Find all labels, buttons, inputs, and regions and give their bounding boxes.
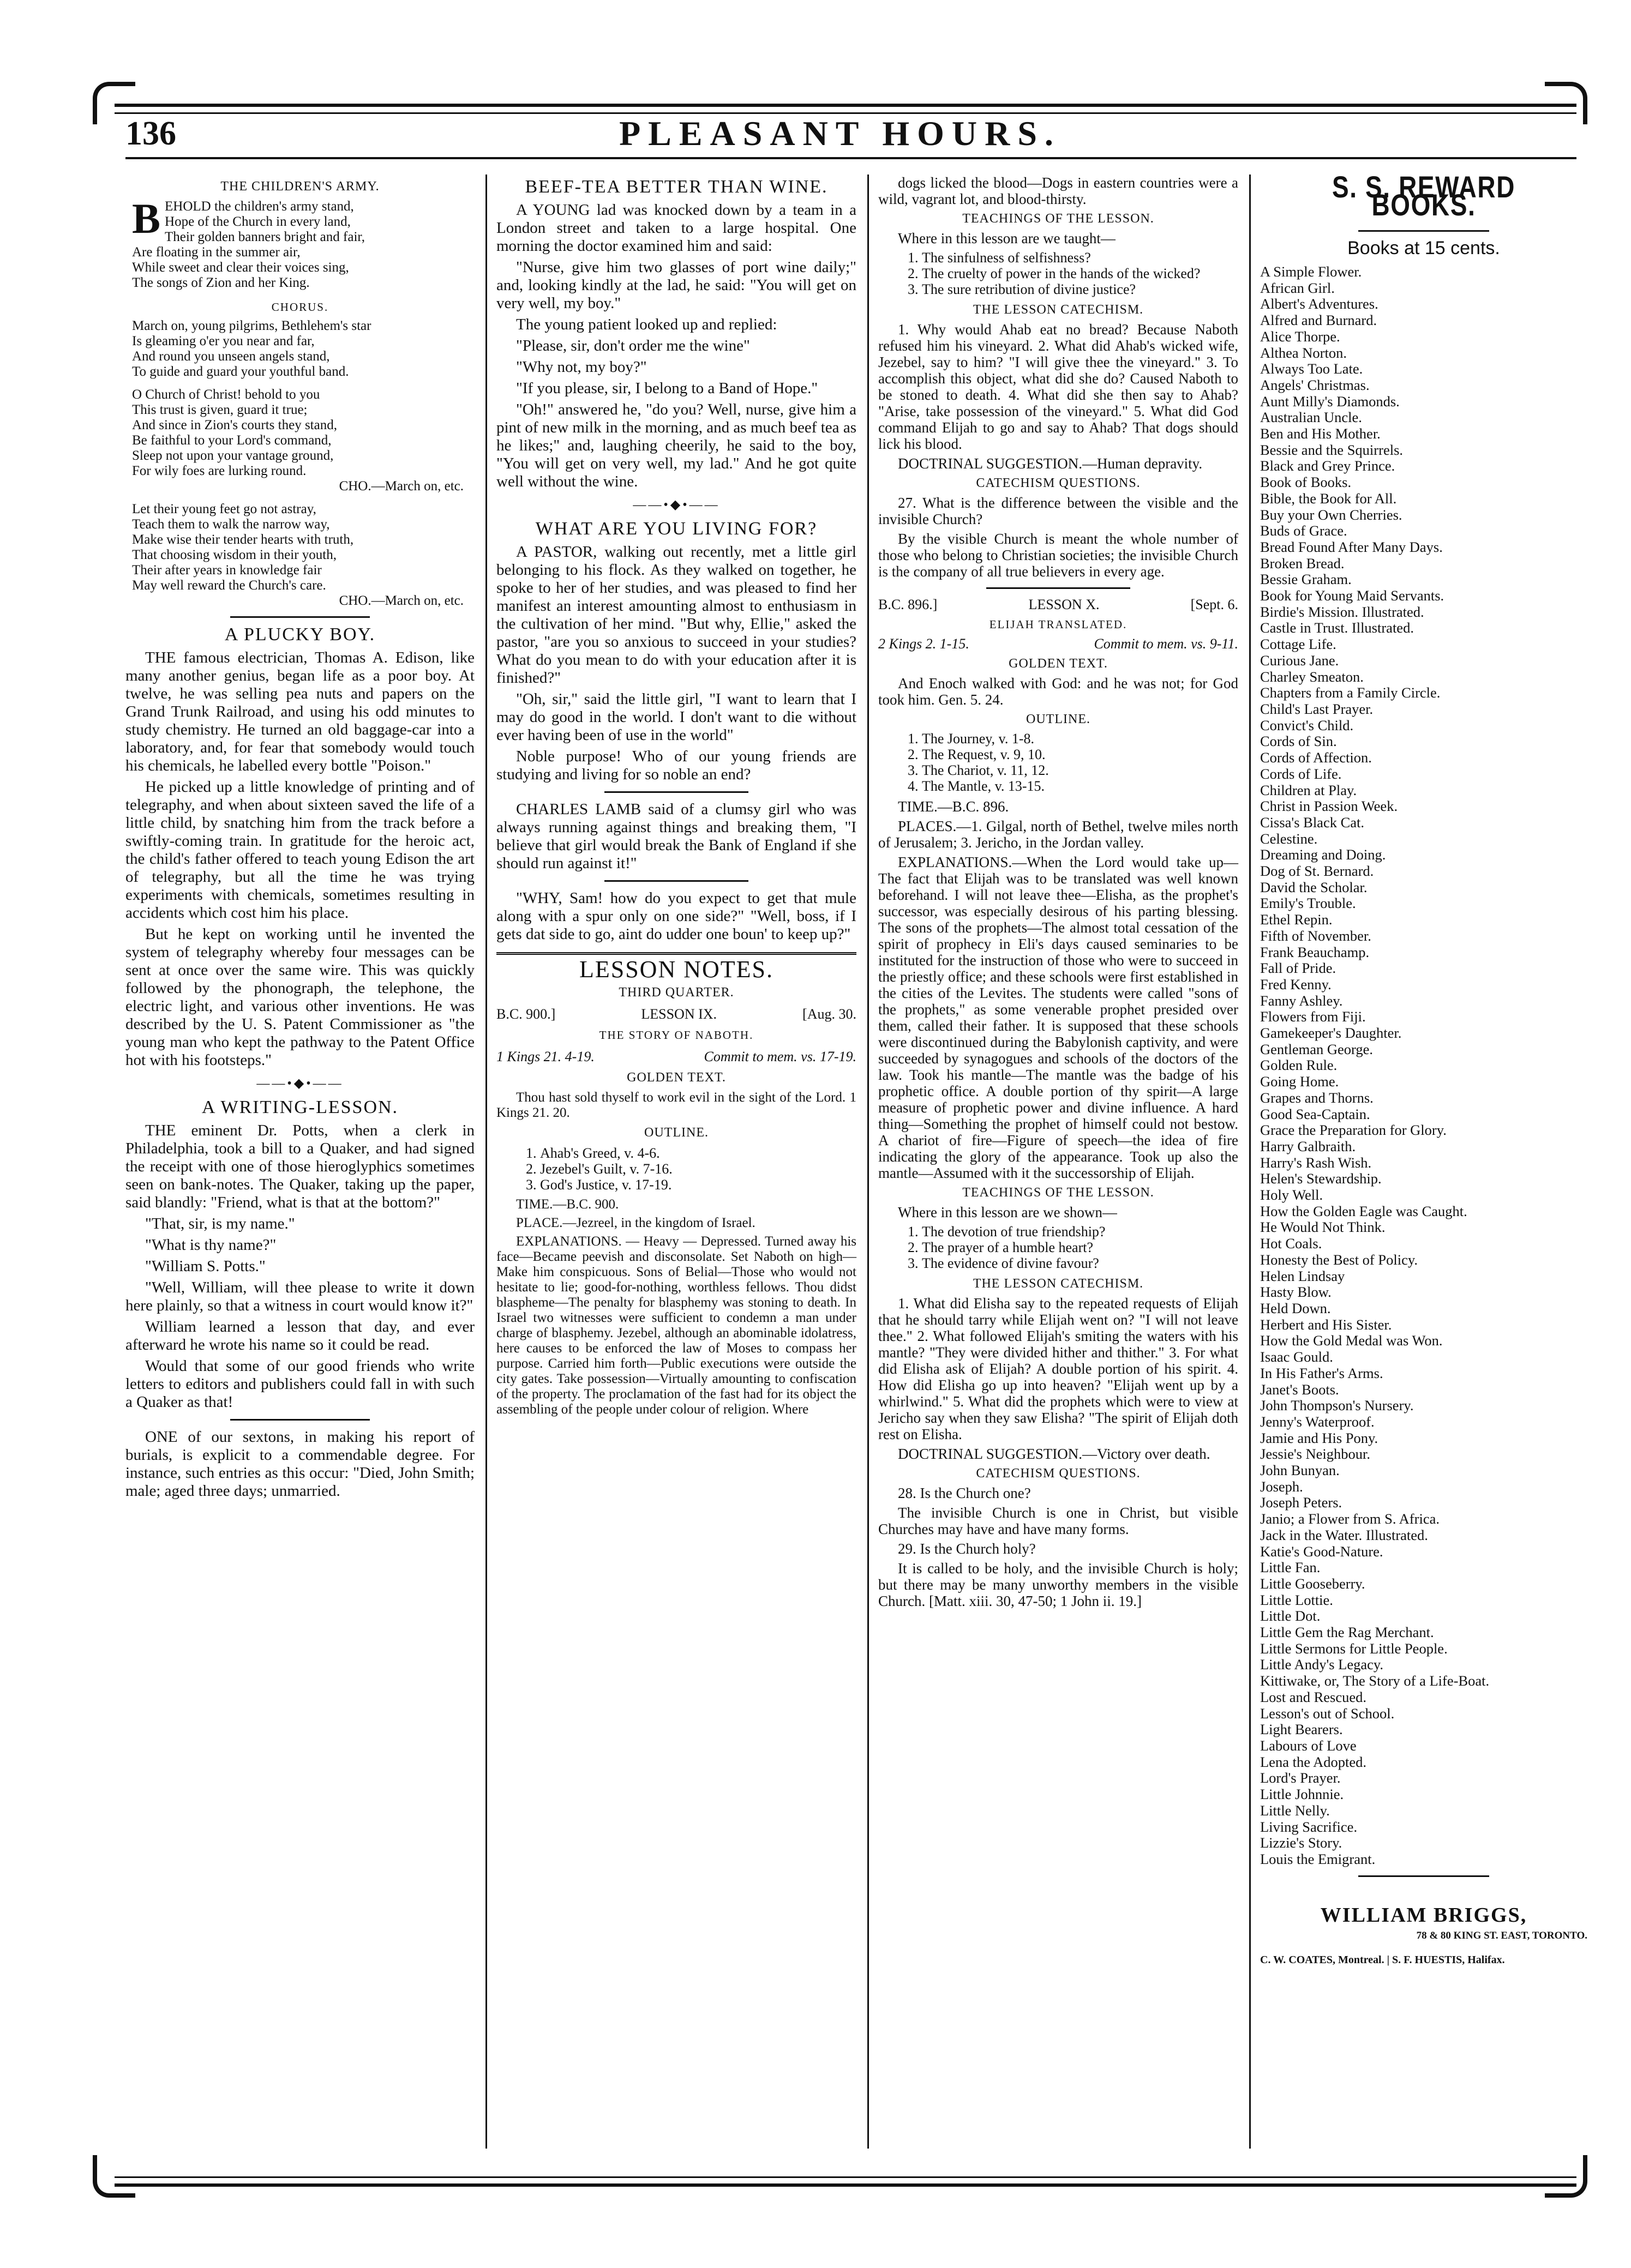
paragraph: "Oh, sir," said the little girl, "I want to learn that I may do good in the world. I don't want to die without ever having been of use in the world"	[496, 690, 856, 744]
lesson-subtitle: ELIJAH TRANSLATED.	[989, 618, 1128, 631]
running-title: PLEASANT HOURS.	[619, 114, 1061, 153]
book-title: Jamie and His Pony.	[1260, 1429, 1378, 1446]
book-title: Child's Last Prayer.	[1260, 700, 1374, 717]
poem-line: Let their young feet go not astray,	[132, 502, 316, 516]
book-title: Dreaming and Doing.	[1260, 846, 1386, 863]
book-title: Christ in Passion Week.	[1260, 798, 1398, 815]
quarter-label: THIRD QUARTER.	[619, 985, 734, 1000]
book-title: Birdie's Mission. Illustrated.	[1260, 603, 1424, 620]
teaching-item: 2. The prayer of a humble heart?	[922, 1240, 1238, 1255]
poem-stanza	[132, 387, 475, 494]
book-title: Light Bearers.	[1260, 1721, 1343, 1738]
book-title: Black and Grey Prince.	[1260, 458, 1395, 474]
publisher-name: WILLIAM BRIGGS,	[1320, 1903, 1527, 1927]
book-title: Grace the Preparation for Glory.	[1260, 1122, 1447, 1139]
place-note: PLACE.—Jezreel, in the kingdom of Israel.	[516, 1216, 755, 1230]
teaching-item: 3. The evidence of divine favour?	[922, 1255, 1238, 1271]
footer-rule	[115, 2176, 1576, 2187]
poem-line: This trust is given, guard it true;	[132, 402, 308, 417]
poem-line: The songs of Zion and her King.	[132, 275, 310, 290]
paragraph: It is called to be holy, and the invisible Church is holy; but there may be many unworthy members in the visible Church. [Matt. xiii. 30, 47-50; 1 John ii. 19.]	[878, 1560, 1238, 1609]
book-title: Golden Rule.	[1260, 1057, 1338, 1074]
poem-line: And round you unseen angels stand,	[132, 349, 330, 364]
page-header	[93, 82, 1587, 158]
poem-line: While sweet and clear their voices sing,	[132, 260, 349, 275]
book-title: Bessie Graham.	[1260, 571, 1352, 588]
paragraph: ONE of our sextons, in making his report of burials, is explicit to a commendable degree. For instance, such entries as this occur: "Died, John Smith; male; aged three days; unmarried.	[125, 1428, 475, 1500]
article-title: A PLUCKY BOY.	[224, 624, 376, 645]
article-title: BEEF-TEA BETTER THAN WINE.	[525, 177, 828, 197]
paragraph: William learned a lesson that day, and ever afterward he wrote his name so it could be read.	[125, 1318, 475, 1353]
catechism-label: THE LESSON CATECHISM.	[973, 1277, 1144, 1291]
book-title: Janet's Boots.	[1260, 1381, 1339, 1398]
book-title: Going Home.	[1260, 1073, 1339, 1090]
lesson-number: LESSON X.	[1028, 597, 1100, 612]
paragraph: The young patient looked up and replied:	[516, 316, 777, 333]
book-title: Little Johnnie.	[1260, 1786, 1344, 1803]
paragraph: He picked up a little knowledge of printing and of telegraphy, and when about sixteen saved the life of a little child, by snatching him from the track before a swiftly-coming train. In gratitude for the heroic act, the child's father offered to teach young Edison the art of telegraphy, but all the time he was trying experiments with chemicals, sometimes resulting in accidents which cost him his place.	[125, 778, 475, 922]
teaching-item: 1. The devotion of true friendship?	[922, 1224, 1238, 1240]
book-title: Book of Books.	[1260, 474, 1352, 491]
paragraph: A YOUNG lad was knocked down by a team in a London street and taken to a large hospital. One morning the doctor examined him and said:	[496, 201, 856, 255]
poem-stanza	[132, 502, 475, 609]
book-title: Ethel Repin.	[1260, 911, 1333, 928]
book-title: Gamekeeper's Daughter.	[1260, 1025, 1402, 1042]
book-title: Lena the Adopted.	[1260, 1753, 1367, 1770]
poem-line: EHOLD the children's army stand,	[165, 199, 354, 214]
book-title: In His Father's Arms.	[1260, 1364, 1383, 1381]
chorus	[132, 318, 475, 380]
paragraph: The invisible Church is one in Christ, but visible Churches may have and have many forms.	[878, 1505, 1238, 1537]
divider	[986, 587, 1130, 589]
poem-line: Their golden banners bright and fair,	[165, 230, 365, 244]
book-title: John Bunyan.	[1260, 1462, 1340, 1479]
book-title: Flowers from Fiji.	[1260, 1008, 1366, 1025]
paragraph: THE famous electrician, Thomas A. Edison, like many another genius, began life as a poor boy. At twelve, he was selling pea nuts and papers on the Grand Trunk Railroad, and using his odd minutes to study chemistry. He turned an old baggage-car into a laboratory, and, for fear that somebody would touch his chemicals, he labelled every bottle "Poison."	[125, 649, 475, 774]
book-title: How the Gold Medal was Won.	[1260, 1332, 1443, 1349]
paragraph: Noble purpose! Who of our young friends are studying and living for so noble an end?	[496, 748, 856, 783]
book-title: Emily's Trouble.	[1260, 895, 1356, 912]
book-title: Book for Young Maid Servants.	[1260, 587, 1444, 604]
paragraph: 27. What is the difference between the visible and the invisible Church?	[878, 495, 1238, 527]
book-title: Hasty Blow.	[1260, 1284, 1332, 1301]
ad-title: S. S. REWARD BOOKS.	[1332, 170, 1516, 222]
paragraph: But he kept on working until he invented the system of telegraphy whereby four messages can be sent at once over the same wire. This was quickly followed by the phonograph, the telephone, the electric light, and various other inventions. He was described by the U. S. Patent Commissioner as "the young man who kept the pathway to the Patent Office hot with his footsteps."	[125, 925, 475, 1069]
price-heading: Books at 15 cents.	[1347, 238, 1500, 258]
teaching-item: 3. The sure retribution of divine justice?	[922, 281, 1238, 297]
questions-label: CATECHISM QUESTIONS.	[976, 476, 1141, 490]
teachings-label: TEACHINGS OF THE LESSON.	[962, 1186, 1154, 1200]
book-title: Chapters from a Family Circle.	[1260, 684, 1441, 701]
book-list	[1260, 264, 1587, 1868]
paragraph: "WHY, Sam! how do you expect to get that mule along with a spur only on one side?" "Well, boss, if I gets dat side to go, aint do udder one boun' to keep up?"	[496, 889, 856, 943]
book-title: Broken Bread.	[1260, 555, 1345, 571]
book-title: Curious Jane.	[1260, 652, 1339, 669]
poem-line: Be faithful to your Lord's command,	[132, 433, 332, 448]
place-note: PLACES.—1. Gilgal, north of Bethel, twelve miles north of Jerusalem; 3. Jericho, in the Jordan valley.	[878, 818, 1238, 851]
book-title: Lizzie's Story.	[1260, 1834, 1342, 1851]
book-title: Cissa's Black Cat.	[1260, 814, 1364, 831]
divider	[1358, 230, 1489, 232]
lesson-subtitle: THE STORY OF NABOTH.	[599, 1028, 754, 1042]
lesson-ref	[878, 636, 1238, 652]
book-title: Joseph Peters.	[1260, 1494, 1342, 1511]
book-title: A Simple Flower.	[1260, 263, 1362, 280]
golden-text: Thou hast sold thyself to work evil in the sight of the Lord. 1 Kings 21. 20.	[496, 1090, 856, 1120]
book-title: Buy your Own Cherries.	[1260, 506, 1402, 523]
paragraph: "Please, sir, don't order me the wine"	[516, 337, 750, 354]
book-title: Aunt Milly's Diamonds.	[1260, 393, 1400, 410]
book-title: Bread Found After Many Days.	[1260, 538, 1443, 555]
poem-line: May well reward the Church's care.	[132, 578, 326, 593]
book-title: Children at Play.	[1260, 781, 1357, 798]
book-title: Hot Coals.	[1260, 1235, 1322, 1252]
time-note: TIME.—B.C. 896.	[898, 798, 1009, 815]
book-title: Alice Thorpe.	[1260, 328, 1340, 345]
teaching-item: 1. The sinfulness of selfishness?	[922, 250, 1238, 266]
book-title: Alfred and Burnard.	[1260, 312, 1377, 329]
book-title: Bible, the Book for All.	[1260, 490, 1397, 507]
book-title: Harry's Rash Wish.	[1260, 1154, 1372, 1171]
paragraph: By the visible Church is meant the whole number of those who belong to Christian societies; the invisible Church is the company of all true believers in every age.	[878, 531, 1238, 580]
explanations: EXPLANATIONS. — Heavy — Depressed. Turned away his face—Became peevish and disconsolate. Set Naboth on high—Make him conspicuous. Sons of Belial—Those who would not hesitate to lie; good-for-nothing, worthless fellows. Thou didst blaspheme—The penalty for blasphemy was stoning to death. In Israel two witnesses were sufficient to condemn a man under charge of blasphemy. Jezebel, although an abominable idolatress, here causes to be enforced the law of Moses to compass her purpose. Carried him forth—Public executions were outside the city gates. Take possession—Virtually amounting to confiscation of the property. The proclamation of the fast had for its object the assembling of the people under colour of religion. Where	[496, 1234, 856, 1417]
chorus-ref: CHO.—March on, etc.	[339, 593, 464, 608]
paragraph: DOCTRINAL SUGGESTION.—Human depravity.	[898, 455, 1203, 472]
book-title: Ben and His Mother.	[1260, 425, 1381, 442]
outline-item: 2. Jezebel's Guilt, v. 7-16.	[540, 1161, 856, 1177]
lesson-number: LESSON IX.	[641, 1006, 717, 1022]
book-title: Kittiwake, or, The Story of a Life-Boat.	[1260, 1673, 1490, 1689]
lesson-ref	[496, 1048, 856, 1066]
book-title: Fifth of November.	[1260, 927, 1371, 944]
outline-item: 1. The Journey, v. 1-8.	[922, 731, 1238, 747]
divider	[604, 880, 748, 882]
book-title: How the Golden Eagle was Caught.	[1260, 1202, 1467, 1219]
catechism-label: THE LESSON CATECHISM.	[973, 303, 1144, 317]
paragraph: A PASTOR, walking out recently, met a little girl belonging to his flock. As they walked on together, he spoke to her of her studies, and was pleased to find her manifest an interest amounting almost to enthusiasm in the cultivation of her mind. "But why, Ellie," asked the pastor, "are you so anxious to succeed in your studies? What do you mean to do with your education after it is finished?"	[496, 543, 856, 687]
poem-line: March on, young pilgrims, Bethlehem's star	[132, 318, 371, 333]
lesson-date-bc: B.C. 896.]	[878, 597, 938, 612]
divider	[604, 791, 748, 793]
time-note: TIME.—B.C. 900.	[516, 1197, 619, 1212]
book-title: Harry Galbraith.	[1260, 1138, 1356, 1154]
lesson-header	[878, 597, 1238, 613]
teaching-item: 2. The cruelty of power in the hands of the wicked?	[922, 266, 1238, 281]
teachings-list	[922, 1224, 1238, 1271]
poem-line: Hope of the Church in every land,	[165, 214, 351, 229]
book-title: Lesson's out of School.	[1260, 1705, 1395, 1722]
book-title: Gentleman George.	[1260, 1040, 1374, 1057]
poem-line: Teach them to walk the narrow way,	[132, 517, 330, 532]
book-title: Cottage Life.	[1260, 636, 1336, 653]
outline-item: 1. Ahab's Greed, v. 4-6.	[540, 1145, 856, 1161]
paragraph: 29. Is the Church holy?	[898, 1541, 1036, 1557]
teachings-list	[922, 250, 1238, 297]
book-title: Bessie and the Squirrels.	[1260, 441, 1404, 458]
book-title: Louis the Emigrant.	[1260, 1850, 1376, 1867]
paragraph: "William S. Potts."	[145, 1258, 266, 1275]
paragraph: "Well, William, will thee please to write it down here plainly, so that a witness in court would know it?"	[125, 1279, 475, 1314]
book-title: Althea Norton.	[1260, 344, 1347, 361]
book-title: Always Too Late.	[1260, 360, 1363, 377]
paragraph: "Nurse, give him two glasses of port wine daily;" and, looking kindly at the lad, he said: "You will get on very well, my boy."	[496, 258, 856, 312]
poem	[132, 195, 475, 291]
poem-line: Is gleaming o'er you near and far,	[132, 334, 315, 348]
chorus-ref: CHO.—March on, etc.	[339, 479, 464, 494]
outline-list	[922, 731, 1238, 794]
book-title: Katie's Good-Nature.	[1260, 1543, 1383, 1560]
poem-line: To guide and guard your youthful band.	[132, 364, 349, 379]
book-title: Little Andy's Legacy.	[1260, 1656, 1384, 1673]
paragraph: "If you please, sir, I belong to a Band of Hope."	[516, 380, 818, 397]
outline-item: 2. The Request, v. 9, 10.	[922, 747, 1238, 762]
column-rule	[867, 175, 869, 2149]
divider	[1358, 1875, 1489, 1877]
poem-line: Are floating in the summer air,	[132, 245, 301, 260]
section-rule	[496, 952, 856, 955]
book-title: Little Nelly.	[1260, 1802, 1330, 1819]
paragraph: "What is thy name?"	[145, 1236, 277, 1254]
column-rule	[485, 175, 487, 2149]
paragraph: CHARLES LAMB said of a clumsy girl who was always running against things and breaking them, "I believe that girl would break the Bank of England if she should run against it!"	[496, 801, 856, 872]
teachings-label: TEACHINGS OF THE LESSON.	[962, 212, 1154, 226]
section-title: LESSON NOTES.	[579, 956, 774, 983]
chorus-label: CHORUS.	[271, 300, 329, 314]
questions-label: CATECHISM QUESTIONS.	[976, 1466, 1141, 1481]
book-title: Fall of Pride.	[1260, 960, 1336, 977]
book-title: Charley Smeaton.	[1260, 668, 1364, 685]
book-title: David the Scholar.	[1260, 879, 1368, 895]
book-title: Joseph.	[1260, 1478, 1303, 1495]
book-title: Dog of St. Bernard.	[1260, 863, 1374, 880]
book-title: Lost and Rescued.	[1260, 1688, 1367, 1705]
book-title: Honesty the Best of Policy.	[1260, 1251, 1418, 1268]
outline-label: OUTLINE.	[1026, 712, 1090, 726]
book-title: Cords of Life.	[1260, 765, 1342, 782]
paragraph: 28. Is the Church one?	[898, 1485, 1031, 1501]
scripture-ref: 2 Kings 2. 1-15.	[878, 636, 969, 652]
lesson-date-bc: B.C. 900.]	[496, 1006, 556, 1022]
book-title: Jack in the Water. Illustrated.	[1260, 1526, 1428, 1543]
book-title: Living Sacrifice.	[1260, 1818, 1358, 1835]
poem-line: Make wise their tender hearts with truth,	[132, 532, 354, 547]
golden-text-label: GOLDEN TEXT.	[627, 1070, 726, 1085]
book-title: Fred Kenny.	[1260, 976, 1332, 992]
column-2	[496, 175, 856, 1421]
book-title: Labours of Love	[1260, 1737, 1357, 1754]
book-title: He Would Not Think.	[1260, 1219, 1386, 1236]
header-rule	[125, 157, 1576, 159]
publisher-address: 78 & 80 KING ST. EAST, TORONTO.	[1416, 1929, 1587, 1941]
page-number: 136	[125, 115, 176, 152]
poem-line: O Church of Christ! behold to you	[132, 387, 320, 402]
book-title: Herbert and His Sister.	[1260, 1316, 1392, 1333]
book-title: Convict's Child.	[1260, 717, 1354, 733]
book-title: Held Down.	[1260, 1300, 1331, 1316]
book-title: Castle in Trust. Illustrated.	[1260, 619, 1414, 636]
outline-list	[540, 1145, 856, 1193]
lesson-date: [Sept. 6.	[1190, 597, 1238, 612]
poem-line: Sleep not upon your vantage ground,	[132, 448, 334, 463]
book-title: Little Gooseberry.	[1260, 1575, 1365, 1592]
book-title: Good Sea-Captain.	[1260, 1105, 1370, 1122]
column-4	[1260, 170, 1587, 1969]
paragraph: DOCTRINAL SUGGESTION.—Victory over death.	[898, 1446, 1210, 1462]
drop-cap: B	[132, 195, 161, 242]
column-rule	[1249, 175, 1251, 2149]
memorize-ref: Commit to mem. vs. 17-19.	[704, 1049, 856, 1064]
paragraph: Where in this lesson are we taught—	[898, 230, 1116, 246]
book-title: Lord's Prayer.	[1260, 1770, 1341, 1786]
book-title: Buds of Grace.	[1260, 522, 1347, 539]
newspaper-page	[93, 82, 1587, 2198]
book-title: Jessie's Neighbour.	[1260, 1446, 1371, 1463]
paragraph: Where in this lesson are we shown—	[898, 1204, 1117, 1220]
paragraph: "Why not, my boy?"	[516, 358, 647, 376]
book-title: Janio; a Flower from S. Africa.	[1260, 1511, 1440, 1527]
book-title: African Girl.	[1260, 279, 1335, 296]
book-title: Angels' Christmas.	[1260, 376, 1370, 393]
lesson-header	[496, 1005, 856, 1023]
paragraph: "That, sir, is my name."	[145, 1215, 295, 1232]
book-title: Little Sermons for Little People.	[1260, 1640, 1448, 1657]
outline-item: 3. God's Justice, v. 17-19.	[540, 1177, 856, 1193]
paragraph: Would that some of our good friends who write letters to editors and publishers could fall in with such a Quaker as that!	[125, 1357, 475, 1411]
book-title: Frank Beauchamp.	[1260, 943, 1370, 960]
book-title: Helen's Stewardship.	[1260, 1170, 1382, 1187]
outline-item: 4. The Mantle, v. 13-15.	[922, 778, 1238, 794]
book-title: Little Dot.	[1260, 1608, 1321, 1625]
book-title: Little Gem the Rag Merchant.	[1260, 1624, 1434, 1641]
memorize-ref: Commit to mem. vs. 9-11.	[1094, 636, 1238, 652]
outline-label: OUTLINE.	[644, 1126, 709, 1140]
divider	[230, 616, 370, 618]
paragraph: THE eminent Dr. Potts, when a clerk in Philadelphia, took a bill to a Quaker, and had signed the receipt with one of those hieroglyphics sometimes seen on bank-notes. The Quaker, taking up the paper, said blandly: "Friend, what is that at the bottom?"	[125, 1122, 475, 1211]
book-title: Little Lottie.	[1260, 1591, 1333, 1608]
divider: ——•◆•——	[633, 498, 720, 512]
poem-line: Their after years in knowledge fair	[132, 563, 322, 577]
poem-line: And since in Zion's courts they stand,	[132, 418, 337, 432]
book-title: Grapes and Thorns.	[1260, 1089, 1374, 1106]
poem-line: That choosing wisdom in their youth,	[132, 548, 337, 562]
paragraph: dogs licked the blood—Dogs in eastern countries were a wild, vagrant lot, and blood-thirsty.	[878, 175, 1238, 207]
book-title: Fanny Ashley.	[1260, 992, 1343, 1009]
divider: ——•◆•——	[256, 1076, 344, 1091]
paragraph: "Oh!" answered he, "do you? Well, nurse, give him a pint of new milk in the morning, and as much beef tea as he likes;" and, laughing cheerily, he said to the boy, "You will get on very well, my lad." And he got quite well without the wine.	[496, 401, 856, 490]
book-title: Australian Uncle.	[1260, 409, 1362, 426]
paragraph: 1. What did Elisha say to the repeated requests of Elijah that he should tarry while Elijah went on? "I will not leave thee." 2. What followed Elijah's smiting the waters with his mantle? "They were divided hither and thither." 3. For what did Elisha ask of Elijah? A double portion of his spirit. 4. How did Elisha go up into heaven? "Elijah went up by a whirlwind." 5. What did the prophets which were to view at Jericho say when they saw Elisha? "The spirit of Elijah doth rest on Elisha.	[878, 1295, 1238, 1442]
agents-line: C. W. COATES, Montreal. | S. F. HUESTIS, Halifax.	[1260, 1953, 1505, 1966]
paragraph: 1. Why would Ahab eat no bread? Because Naboth refused him his vineyard. 2. What did Ahab's wicked wife, Jezebel, say to him? "I will give thee the vineyard." 3. To accomplish this object, what did she do? Caused Naboth to be stoned to death. 4. What did she then say to Ahab? "Arise, take possession of the vineyard." 5. What did God command Elijah to go and say to Ahab? That dogs should lick his blood.	[878, 321, 1238, 452]
article-title: WHAT ARE YOU LIVING FOR?	[535, 519, 818, 539]
golden-text: And Enoch walked with God: and he was not; for God took him. Gen. 5. 24.	[878, 675, 1238, 708]
book-title: Holy Well.	[1260, 1187, 1323, 1204]
book-title: Albert's Adventures.	[1260, 296, 1378, 312]
explanations: EXPLANATIONS.—When the Lord would take up—The fact that Elijah was to be translated was well known beforehand. I will not leave thee—Elisha, as the prophet's successor, was especially desirous of his parting blessing. The sons of the prophets—The almost total cessation of the spirit of prophecy in Eli's days caused seminaries to be instituted for the instruction of those who were to succeed in the priestly office; and these schools were first established in the cities of the Levites. The students were called "sons of the prophets," as some venerable prophet presided over them, called their father. It is supposed that these schools were discontinued during the Babylonish captivity, and were succeeded by synagogues and schools of the doctors of the law. Took his mantle—The mantle was the badge of his prophetic office. A double portion of thy spirit—A large measure of prophetic power and divine influence. A hard thing—Something the prophet of himself could not bestow. A chariot of fire—Figure of speech—the idea of fire indicating the glory of the appearance. Took up also the mantle—Assumed with it the successorship of Elijah.	[878, 854, 1238, 1181]
lesson-date: [Aug. 30.	[802, 1006, 856, 1022]
book-title: Cords of Affection.	[1260, 749, 1372, 766]
book-title: Isaac Gould.	[1260, 1349, 1333, 1365]
divider	[230, 1419, 370, 1421]
book-title: John Thompson's Nursery.	[1260, 1397, 1414, 1414]
book-title: Jenny's Waterproof.	[1260, 1413, 1375, 1430]
scripture-ref: 1 Kings 21. 4-19.	[496, 1049, 595, 1064]
column-3	[878, 175, 1238, 1613]
poem-line: For wily foes are lurking round.	[132, 464, 307, 478]
book-title: Celestine.	[1260, 830, 1318, 847]
book-title: Cords of Sin.	[1260, 733, 1337, 750]
article-title: THE CHILDREN'S ARMY.	[220, 179, 380, 194]
column-1	[125, 175, 475, 1503]
outline-item: 3. The Chariot, v. 11, 12.	[922, 762, 1238, 778]
golden-text-label: GOLDEN TEXT.	[1009, 657, 1108, 671]
book-title: Little Fan.	[1260, 1559, 1321, 1576]
article-title: A WRITING-LESSON.	[201, 1097, 399, 1117]
header-rule	[115, 104, 1576, 114]
book-title: Helen Lindsay	[1260, 1267, 1345, 1284]
